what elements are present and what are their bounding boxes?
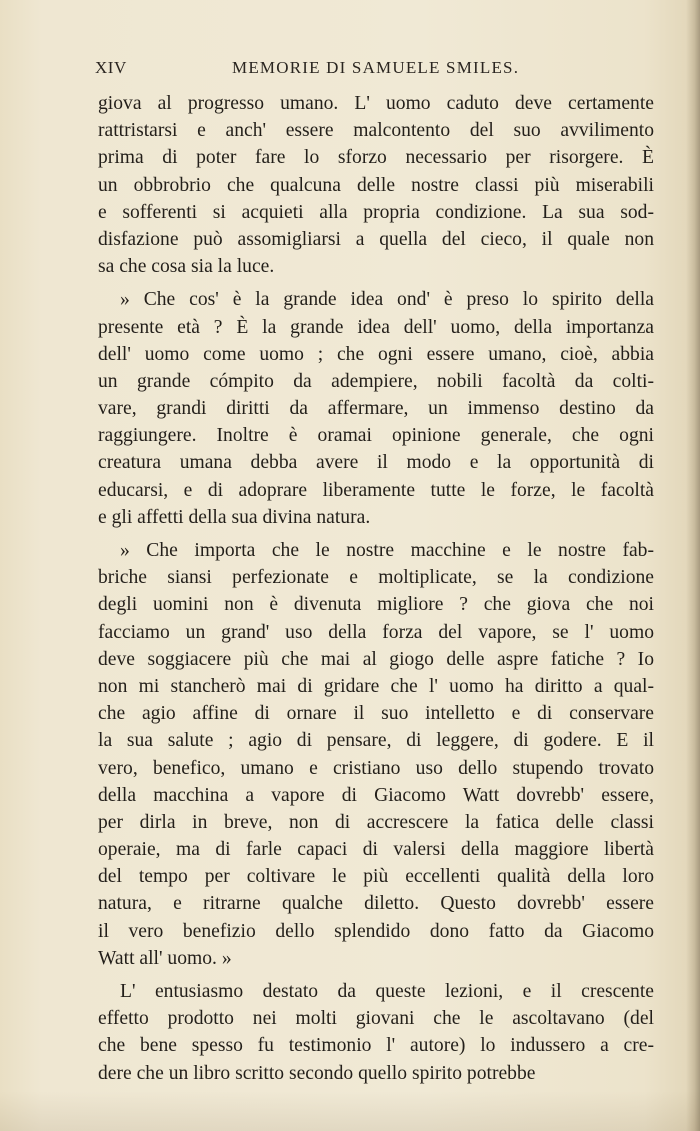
text-line: vare, grandi diritti da affermare, un immenso destino da xyxy=(98,398,654,420)
text-line: che agio affine di ornare il suo intelletto e di conservare xyxy=(98,703,654,725)
text-line: il vero benefizio dello splendido dono fatto da Giacomo xyxy=(98,920,654,942)
text-line: deve soggiacere più che mai al giogo delle aspre fatiche ? Io xyxy=(98,648,654,670)
text-line: del tempo per coltivare le più eccellenti qualità della loro xyxy=(98,866,654,888)
text-line: e sofferenti si acquieti alla propria condizione. La sua sod- xyxy=(98,201,654,223)
text-line: briche siansi perfezionate e moltiplicate, se la condizione xyxy=(98,567,654,589)
text-line: effetto prodotto nei molti giovani che le ascoltavano (del xyxy=(98,1008,654,1030)
text-line: vero, benefico, umano e cristiano uso dello stupendo trovato xyxy=(98,757,654,779)
text-line: educarsi, e di adoprare liberamente tutte le forze, le facoltà xyxy=(98,479,654,501)
text-line: L' entusiasmo destato da queste lezioni, e il crescente xyxy=(120,981,654,1002)
page-number: XIV xyxy=(95,58,127,77)
text-line: Watt all' uomo. » xyxy=(98,947,232,969)
text-line: non mi stancherò mai di gridare che l' uomo ha diritto a qual- xyxy=(98,675,654,697)
text-line: presente età ? È la grande idea dell' uomo, della importanza xyxy=(98,316,654,338)
text-line: giova al progresso umano. L' uomo caduto deve certamente xyxy=(98,93,654,114)
running-head xyxy=(95,58,655,82)
text-line: degli uomini non è divenuta migliore ? che giova che noi xyxy=(98,594,654,616)
text-line: un obbrobrio che qualcuna delle nostre classi più miserabili xyxy=(98,174,654,196)
text-line: dell' uomo come uomo ; che ogni essere umano, cioè, abbia xyxy=(98,343,654,365)
text-line: la sua salute ; agio di pensare, di leggere, di godere. E il xyxy=(98,730,654,752)
text-line: natura, e ritrarne qualche diletto. Questo dovrebb' essere xyxy=(98,893,654,915)
text-line: disfazione può assomigliarsi a quella del cieco, il quale non xyxy=(98,228,654,250)
paragraph xyxy=(98,978,654,1087)
text-line: raggiungere. Inoltre è oramai opinione generale, che ogni xyxy=(98,425,654,447)
text-line: e gli affetti della sua divina natura. xyxy=(98,506,371,528)
text-line: sa che cosa sia la luce. xyxy=(98,256,275,278)
text-line: creatura umana debba avere il modo e la opportunità di xyxy=(98,452,654,474)
text-line: facciamo un grand' uso della forza del vapore, se l' uomo xyxy=(98,621,654,643)
page-edge-shadow xyxy=(686,0,700,1131)
paragraph xyxy=(98,90,654,280)
text-line: » Che importa che le nostre macchine e le nostre fab- xyxy=(120,540,654,561)
text-line: che bene spesso fu testimonio l' autore) lo indussero a cre- xyxy=(98,1035,654,1057)
text-line: un grande cómpito da adempiere, nobili facoltà da colti- xyxy=(98,370,654,392)
body-text xyxy=(98,90,654,1087)
text-line: dere che un libro scritto secondo quello spirito potrebbe xyxy=(98,1062,536,1084)
text-line: per dirla in breve, non di accrescere la fatica delle classi xyxy=(98,811,654,833)
paragraph xyxy=(98,537,654,972)
page-bottom-shade xyxy=(0,1091,700,1131)
text-line: rattristarsi e anch' essere malcontento del suo avvilimento xyxy=(98,120,654,142)
text-line: prima di poter fare lo sforzo necessario per risorgere. È xyxy=(98,147,654,169)
text-line: operaie, ma di farle capaci di valersi della maggiore libertà xyxy=(98,839,654,861)
text-line: » Che cos' è la grande idea ond' è preso lo spirito della xyxy=(120,289,654,311)
paragraph xyxy=(98,286,654,531)
text-line: della macchina a vapore di Giacomo Watt dovrebb' essere, xyxy=(98,784,654,806)
running-title: MEMORIE DI SAMUELE SMILES. xyxy=(232,58,520,77)
